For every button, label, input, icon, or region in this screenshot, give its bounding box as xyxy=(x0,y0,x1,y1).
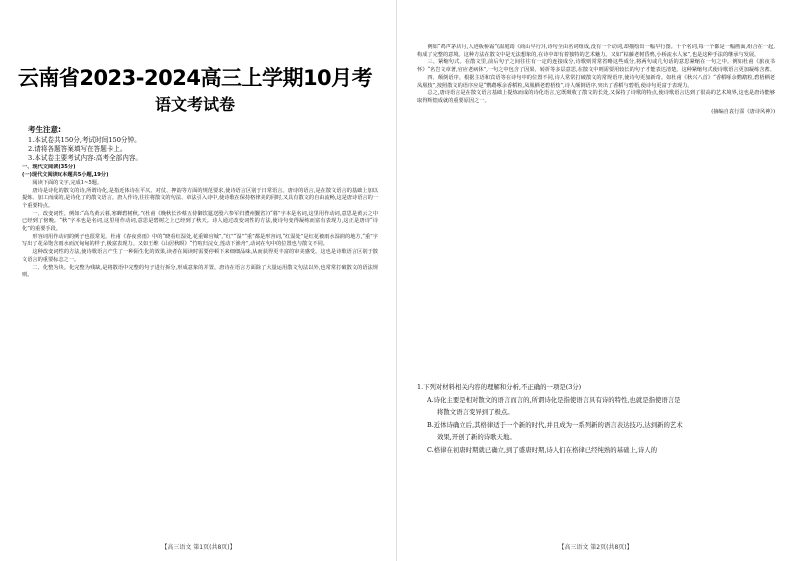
paragraph: 阅读下面的文字,完成1~5题。 xyxy=(32,179,103,186)
answer-option[interactable]: A.诗化主要是相对散文的语言而言的,所谓诗化是指使语言具有诗的特性,也就是指使语言是 xyxy=(427,395,681,404)
question-section xyxy=(417,381,775,457)
paragraph: 总之,唐诗语言是在散文语言基础上提炼而成的诗化语言,它既吸收了散文的长处,又保持了诗歌的特点,使诗歌语言达到了很高的艺术境界,这也是唐诗能够取得辉煌成就的重要原因之一。 xyxy=(417,90,775,105)
exam-page-2 xyxy=(397,0,794,561)
paragraph: 例如“鸡声茅店月,人迹板桥霜”(温庭筠《商山早行》),诗句全由名词组成,没有一个动词,却描绘出一幅早行图。十个名词,每一个都是一幅画面,组合在一起,构成了完整的意境。这种方法在散文中是无法想象的,在诗中却有着独特的艺术魅力。又如“枯藤老树昏鸦,小桥流水人家”,也是这种手法的继承与发展。 xyxy=(417,44,775,58)
section-heading: 一、现代文阅读(35分) xyxy=(22,164,76,170)
source-citation: (摘编自袁行霈《唐诗风神》) xyxy=(711,108,775,115)
answer-option-continued: 效果,开创了新的诗歌天地。 xyxy=(437,433,516,442)
answer-option[interactable]: C.格律在初唐时期就已确立,到了盛唐时期,诗人们在格律已经纯熟的基础上,诗人的 xyxy=(427,445,658,454)
question-stem: 1.下列对材料相关内容的理解和分析,不正确的一项是(3分) xyxy=(417,383,582,391)
reading-passage-part1 xyxy=(22,164,378,534)
exam-title: 云南省2023-2024高三上学期10月考 xyxy=(17,66,373,90)
answer-option[interactable]: B.近体诗确立后,其格律适于一个新的时代,并且成为一系列新的语言表达技巧,达到新的艺术 xyxy=(427,420,683,429)
note-item: 1.本试卷共150分,考试时间150分钟。 xyxy=(28,136,141,144)
paragraph: 三、紧缩句式。在散文里,前后句子之间往往有一定的连接成分,诗歌则常常省略这些成分,将两句或几句话的意思紧缩在一句之中。例如杜甫《旅夜书怀》“名岂文章著,官应老病休”,一句之中包含了因果、转折等多层意思,在散文中则需要用较长的句子才能表达清楚。这种紧缩句式使诗歌语言更加凝练含蓄。 xyxy=(417,59,775,74)
page-footer: 【高三语文 第1页(共8页)】 xyxy=(161,544,236,551)
paragraph: 形容词用作动词的例子也很常见。杜甫《春夜喜雨》中的“晓看红湿处,花重锦官城”,“红”“湿”“重”都是形容词,“红湿处”是红花被雨水湿润的地方,“重”字写出了花朵饱含雨水而沉甸甸的样子,极富表现力。又如王维《山居秋暝》“竹喧归浣女,莲动下渔舟”,动词在句中的位置也与散文不同。 xyxy=(22,233,378,248)
paragraph: 这种改变词性的方法,使诗歌语言产生了一种陌生化的效果,读者在阅读时需要停顿下来细细品味,从而获得更丰富的审美感受。这也是诗歌语言区别于散文语言的重要标志之一。 xyxy=(22,249,378,263)
answer-option-continued: 将散文语言变异到了极点。 xyxy=(437,408,514,417)
notes-heading: 考生注意: xyxy=(28,125,61,134)
page-footer: 【高三语文 第2页(共8页)】 xyxy=(558,544,633,551)
paragraph: 一、改变词性。例如:“高鸟黄云暮,寒蝉碧树秋。”(杜甫《晚秋长沙蔡五侍御饮筵送殷六参军归澧州觐省》)“暮”字本是名词,这里用作动词,意思是黄云之中已经到了傍晚。“秋”字本也是名词,这里用作动词,意思是碧树之上已经到了秋天。诗人通过改变词性的方法,使诗句变得凝练而富有表现力,这正是唐诗“诗化”的重要手段。 xyxy=(22,210,378,232)
paragraph: 二、化整为块。化完整为残缺,是将散语中完整的句子进行拆分,形成意象的并置。唐诗在语言方面除了大量运用散文句法以外,也常常打破散文的语法规则。 xyxy=(22,264,378,279)
section-heading: (一)现代文阅读Ⅰ(本题共5小题,19分) xyxy=(22,171,109,178)
note-item: 3.本试卷主要考试内容:高考全部内容。 xyxy=(28,154,143,162)
exam-subtitle: 语文考试卷 xyxy=(154,95,235,114)
exam-notes xyxy=(28,125,142,163)
paragraph: 唐诗是诗化的散文的诗,所谓诗化,是指近体诗在平仄、对仗、押韵等方面的规范要求,使诗语言区别于日常语言。唐诗的语言,是在散文语言的基础上加以提炼、加工而成的,是诗化了的散文语言。唐人作诗,往往将散文的句法、章法引入诗中,使诗歌在保持格律美的同时,又具有散文的自由流畅,这是唐诗语言的一个重要特点。 xyxy=(22,187,378,209)
note-item: 2.请将各题答案填写在答题卡上。 xyxy=(28,145,127,153)
paragraph: 四、颠倒语序。根据主语和宾语等在诗句中的位置不同,诗人常常打破散文的常规语序,使诗句更加新奇。如杜甫《秋兴八首》“香稻啄余鹦鹉粒,碧梧栖老凤凰枝”,按照散文的语序应是“鹦鹉啄余香稻粒,凤凰栖老碧梧枝”,诗人颠倒语序,突出了香稻与碧梧,使诗句更富于表现力。 xyxy=(417,74,775,89)
